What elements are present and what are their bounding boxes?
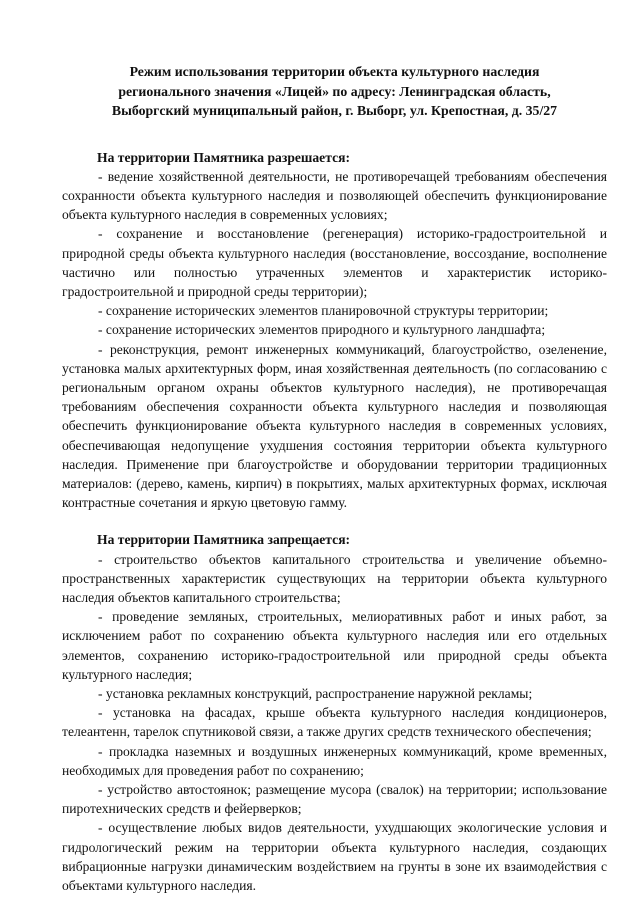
prohibited-item: - установка на фасадах, крыше объекта культурного наследия кондиционеров, телеантенн, тарелок спутниковой связи, а также других средств технического обеспечения; xyxy=(62,705,607,740)
title-line: регионального значения «Лицей» по адресу: Ленинградская область, xyxy=(118,83,551,99)
permitted-item: - сохранение и восстановление (регенерация) историко-градостроительной и природной среды объекта культурного наследия (восстановление, воссоздание, восполнение частично или полностью утраченных элементов и характеристик историко-градостроительной и природной среды территории); xyxy=(62,226,607,299)
permitted-section xyxy=(62,148,607,513)
prohibited-item: - проведение земляных, строительных, мелиоративных работ и иных работ, за исключением работ по сохранению объекта культурного наследия или его отдельных элементов, сохранению историко-градостроительной или природной среды объекта культурного наследия; xyxy=(62,609,607,682)
title-line: Режим использования территории объекта культурного наследия xyxy=(129,64,540,79)
permitted-item: - реконструкция, ремонт инженерных коммуникаций, благоустройство, озеленение, установка малых архитектурных форм, иная хозяйственная деятельность (по согласованию с региональным органом охраны объектов культурного наследия), не противоречащая требованиям обеспечения сохранности объекта культурного наследия и позволяющая обеспечить функционирование объекта культурного наследия в современных условиях, обеспечивающая недопущение ухудшения состояния территории объекта культурного наследия. Применение при благоустройстве и оборудовании территории традиционных материалов: (дерево, камень, кирпич) в покрытиях, малых архитектурных формах, исключая контрастные сочетания и яркую цветовую гамму. xyxy=(62,341,607,511)
permitted-heading: На территории Памятника разрешается: xyxy=(97,149,350,165)
prohibited-heading: На территории Памятника запрещается: xyxy=(97,532,351,548)
prohibited-item: - прокладка наземных и воздушных инженерных коммуникаций, кроме временных, необходимых для проведения работ по сохранению; xyxy=(62,743,607,778)
permitted-item: - ведение хозяйственной деятельности, не противоречащей требованиям обеспечения сохранности объекта культурного наследия и позволяющей обеспечить функционирование объекта культурного наследия в современных условиях; xyxy=(62,168,607,223)
title-line: Выборгский муниципальный район, г. Выборг, ул. Крепостная, д. 35/27 xyxy=(111,103,558,118)
prohibited-item: - осуществление любых видов деятельности, ухудшающих экологические условия и гидрологический режим на территории объекта культурного наследия, создающих вибрационные нагрузки динамическим воздействием на грунты в зоне их взаимодействия с объектами культурного наследия. xyxy=(62,820,607,894)
permitted-item: - сохранение исторических элементов природного и культурного ландшафта; xyxy=(98,322,546,338)
prohibited-section xyxy=(62,530,607,895)
prohibited-item: - строительство объектов капитального строительства и увеличение объемно-пространственных характеристик существующих на территории объекта культурного наследия объектов капитального строительства; xyxy=(62,551,607,605)
prohibited-item: - устройство автостоянок; размещение мусора (свалок) на территории; использование пиротехнических средств и фейерверков; xyxy=(62,782,607,817)
permitted-item: - сохранение исторических элементов планировочной структуры территории; xyxy=(98,303,549,319)
prohibited-item: - установка рекламных конструкций, распространение наружной рекламы; xyxy=(98,685,533,701)
document-title xyxy=(62,62,607,121)
